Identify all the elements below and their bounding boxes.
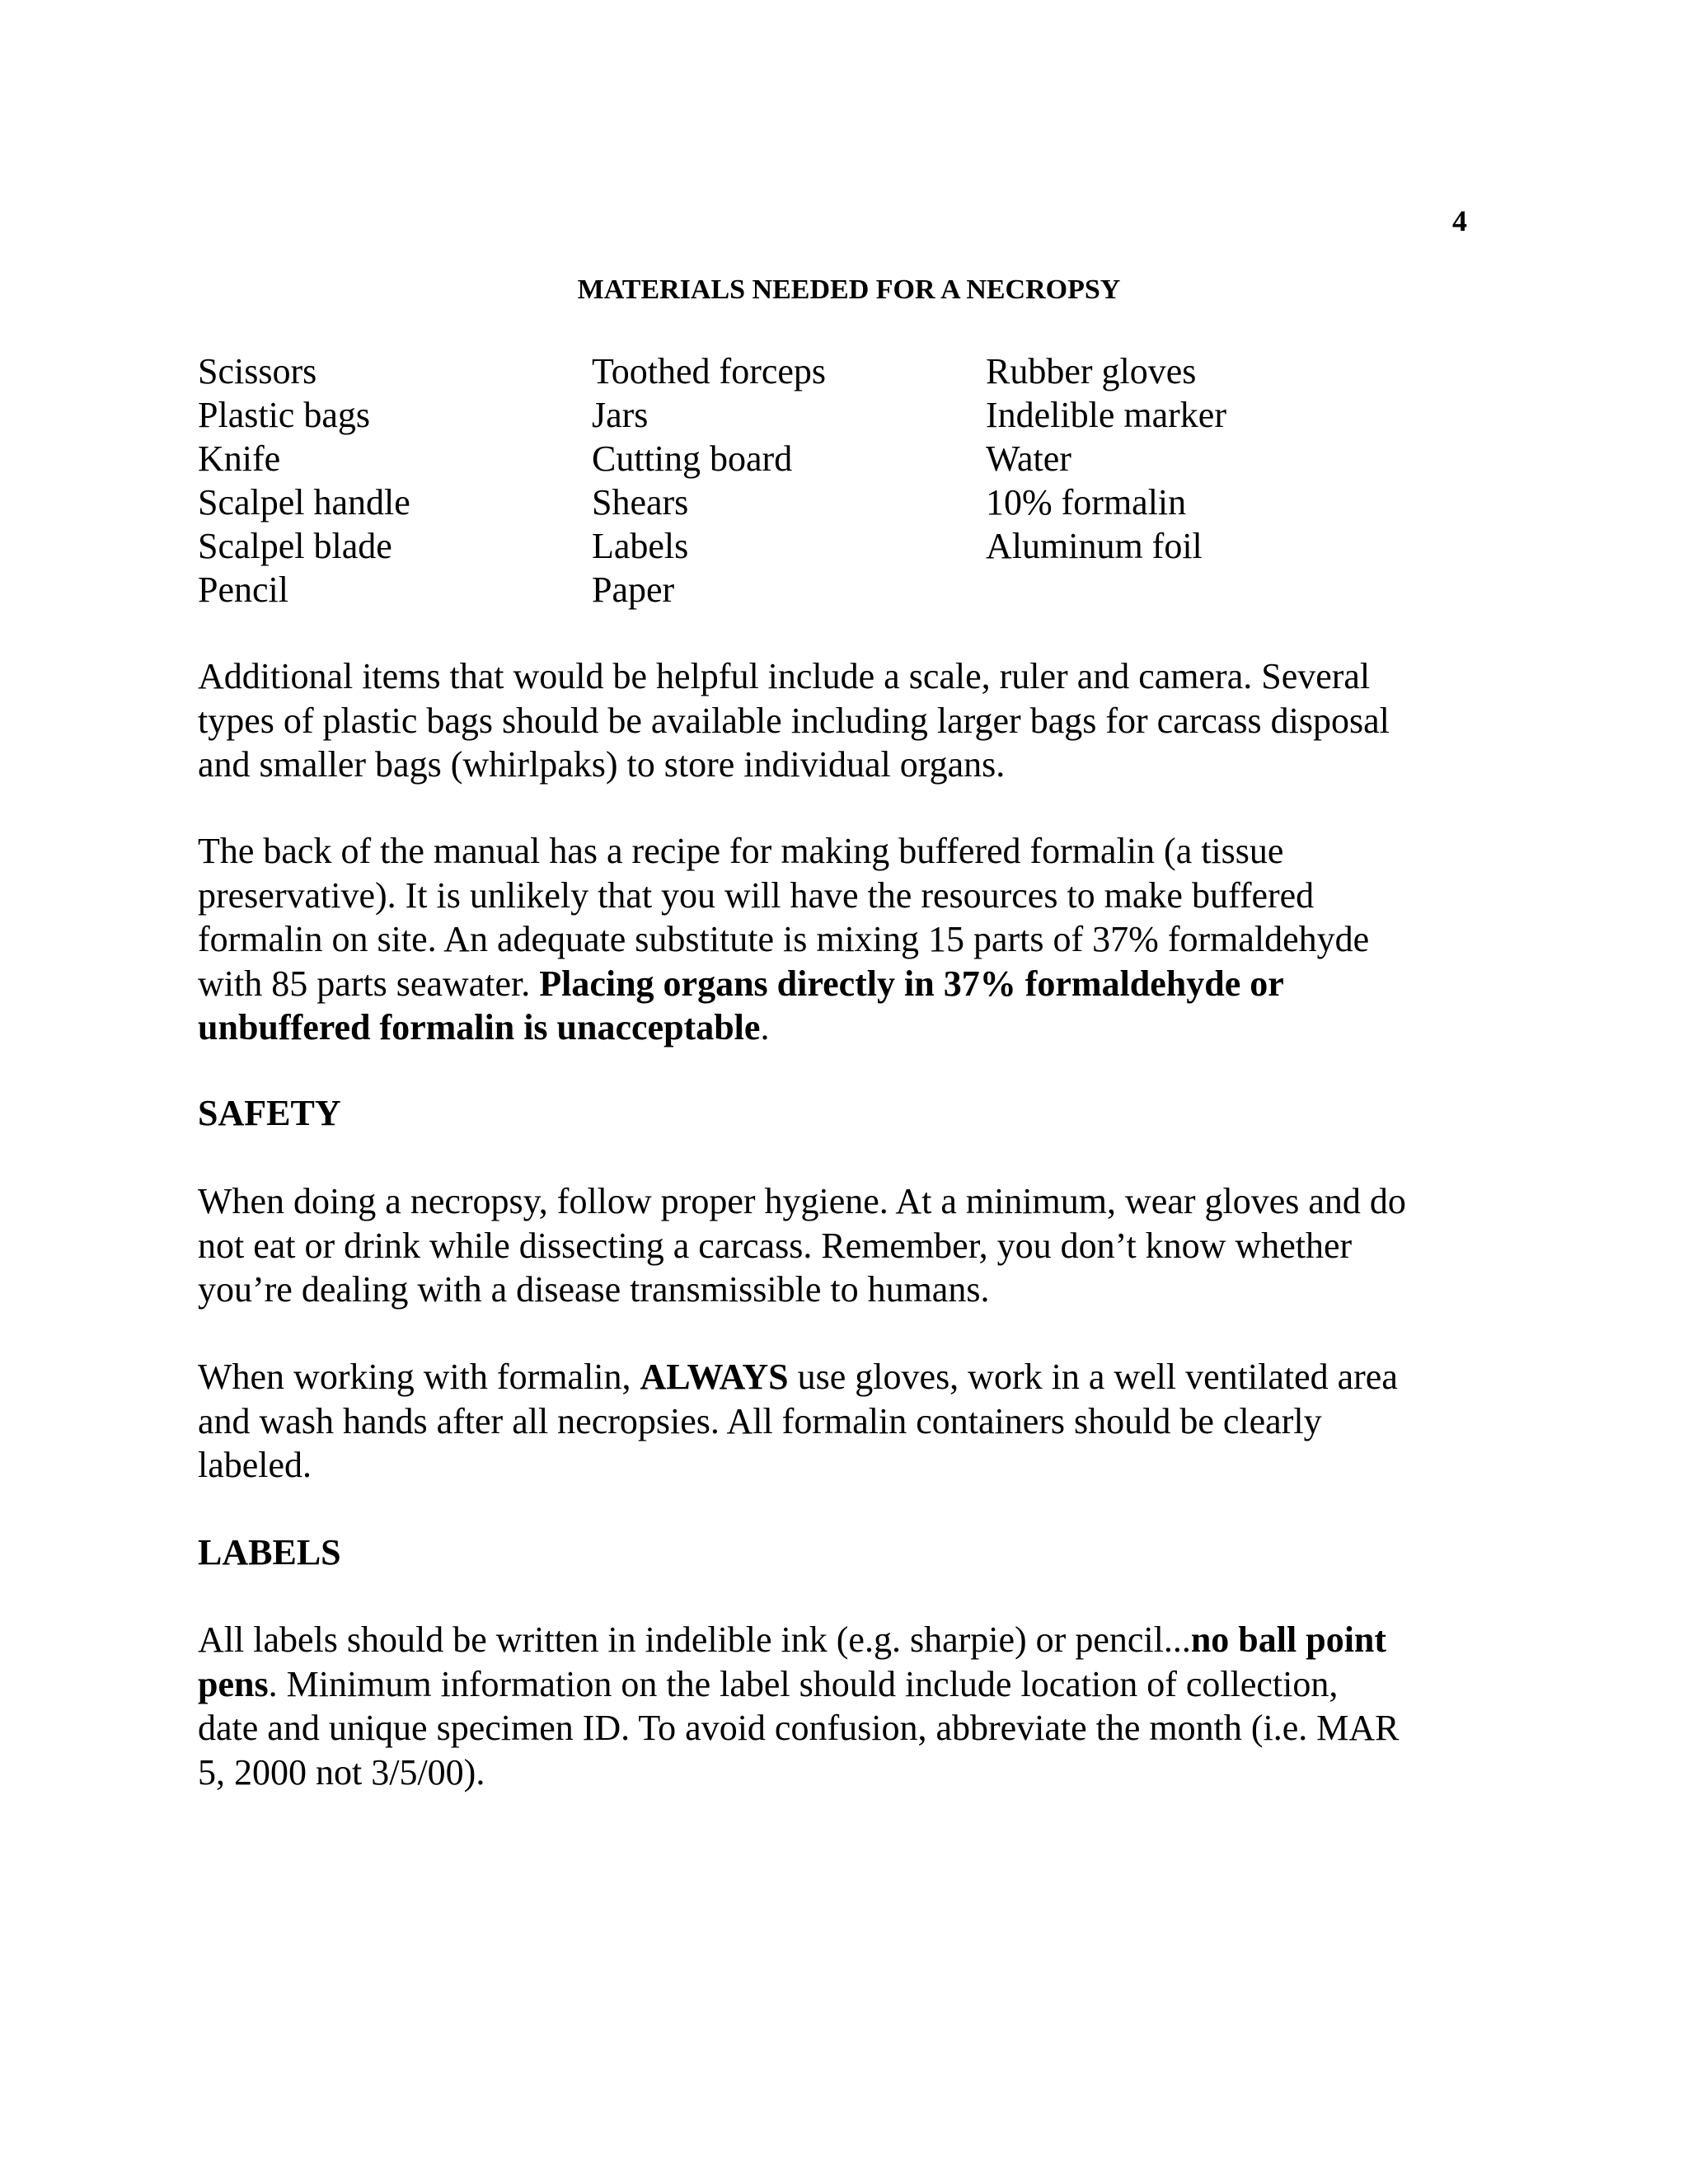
text-line: and smaller bags (whirlpaks) to store individual organs. [198,744,1006,785]
text-line: formalin on site. An adequate substitute is mixing 15 parts of 37% formaldehyde [198,919,1370,959]
text-line: All labels should be written in indelible ink (e.g. sharpie) or pencil... [198,1619,1191,1660]
bold-emphasis: pens [198,1663,269,1704]
materials-column-3 [986,349,1447,612]
list-item: Knife [198,438,281,479]
text-line: The back of the manual has a recipe for making buffered formalin (a tissue [198,831,1284,871]
text-line: and wash hands after all necropsies. All formalin containers should be clearly [198,1400,1322,1441]
list-item: Shears [592,482,689,523]
list-item: 10% formalin [986,482,1187,523]
paragraph-formalin [198,829,1500,1050]
list-item: Pencil [198,569,288,610]
list-item: Aluminum foil [986,526,1203,566]
text-line: 5, 2000 not 3/5/00). [198,1751,485,1793]
list-item: Scalpel blade [198,526,392,566]
text-line: . [760,1007,770,1047]
text-line: When working with formalin, [198,1357,640,1397]
list-item: Indelible marker [986,395,1226,435]
list-item: Jars [592,395,649,435]
materials-list [198,349,1484,612]
paragraph-safety-hygiene [198,1179,1500,1312]
bold-emphasis: no ball point [1190,1619,1387,1660]
safety-heading: SAFETY [198,1093,341,1133]
list-item: Scalpel handle [198,482,410,523]
list-item: Plastic bags [198,395,370,435]
list-item: Water [986,438,1071,479]
text-line: not eat or drink while dissecting a carcass. Remember, you don’t know whether [198,1225,1353,1266]
materials-column-2 [592,349,986,612]
bold-emphasis: ALWAYS [640,1357,789,1397]
text-line: you’re dealing with a disease transmissible to humans. [198,1269,990,1310]
text-line: Additional items that would be helpful include a scale, ruler and camera. Several [198,656,1371,696]
text-line: preservative). It is unlikely that you will have the resources to make buffered [198,874,1315,916]
paragraph-safety-formalin [198,1355,1500,1488]
labels-heading: LABELS [198,1532,341,1572]
list-item: Paper [592,569,675,610]
bold-warning: unbuffered formalin is unacceptable [198,1007,761,1047]
paragraph-labels [198,1618,1500,1794]
page-number: 4 [1452,204,1467,237]
list-item: Scissors [198,351,317,391]
list-item: Toothed forceps [592,351,827,391]
text-line: When doing a necropsy, follow proper hygiene. At a minimum, wear gloves and do [198,1181,1406,1221]
text-line: types of plastic bags should be available including larger bags for carcass disposal [198,700,1390,741]
text-line: labeled. [198,1445,312,1485]
text-line: . Minimum information on the label should include location of collection, [268,1663,1339,1704]
bold-warning: Placing organs directly in 37% formaldehyde or [539,963,1284,1004]
page-title: MATERIALS NEEDED FOR A NECROPSY [577,274,1121,305]
list-item: Cutting board [592,438,793,479]
text-line: date and unique specimen ID. To avoid confusion, abbreviate the month (i.e. MAR [198,1708,1400,1748]
paragraph-additional-items [198,654,1500,787]
text-line: with 85 parts seawater. [198,963,540,1004]
text-line: use gloves, work in a well ventilated area [788,1357,1398,1397]
list-item: Rubber gloves [986,351,1197,391]
list-item: Labels [592,526,689,566]
materials-column-1 [198,349,592,612]
